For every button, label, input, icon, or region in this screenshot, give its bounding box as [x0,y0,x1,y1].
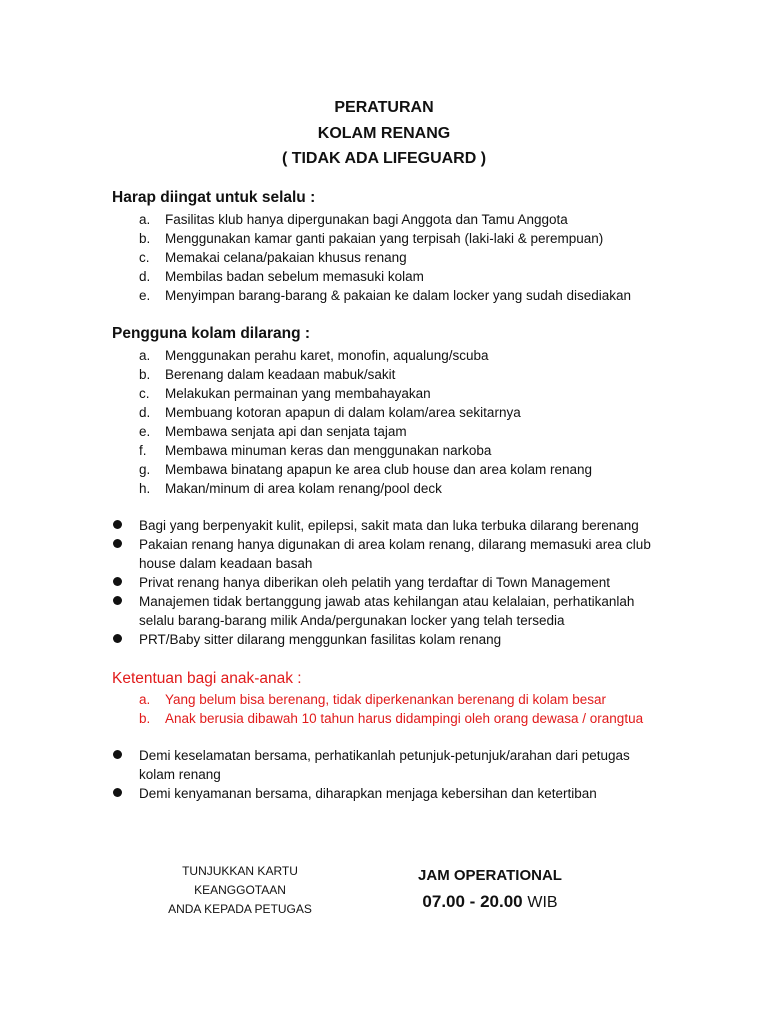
operating-hours-value [395,887,585,918]
list-marker: e. [139,288,151,303]
list-item-text: Yang belum bisa berenang, tidak diperkenankan berenang di kolam besar [165,692,607,707]
list-item [139,248,631,267]
card-notice-line-1: TUNJUKKAN KARTU [182,864,298,878]
timezone-label: WIB [527,894,558,911]
list-item [139,384,592,403]
note-text: Manajemen tidak bertanggung jawab atas kehilangan atau kelalaian, perhatikanlah selalu barang-barang milik Anda/pergunakan locker yang telah tersedia [139,594,635,628]
list-item-text: Membilas badan sebelum memasuki kolam [165,269,424,284]
note-item [112,573,659,592]
bullet-icon [113,539,122,548]
list-item-text: Menyimpan barang-barang & pakaian ke dalam locker yang sudah disediakan [165,288,632,303]
list-marker: e. [139,424,151,439]
note-item [112,535,659,573]
notes-list [112,516,659,649]
note-item [112,630,659,649]
list-item [139,365,592,384]
list-item [139,403,592,422]
list-marker: c. [139,250,150,265]
list-item [139,479,592,498]
list-item [139,422,592,441]
prohibited-list [139,346,592,498]
list-item-text: Membawa senjata api dan senjata tajam [165,424,407,439]
list-item-text: Berenang dalam keadaan mabuk/sakit [165,367,396,382]
list-marker: c. [139,386,150,401]
document-title [0,95,768,172]
card-notice-line-2: KEANGGOTAAN [194,883,286,897]
hours-range: 07.00 - 20.00 [422,892,523,911]
operating-hours [395,865,585,918]
note-text: Privat renang hanya diberikan oleh pelatih yang terdaftar di Town Management [139,575,611,590]
note-text: Demi keselamatan bersama, perhatikanlah petunjuk-petunjuk/arahan dari petugas kolam renang [139,748,630,782]
list-item-text: Makan/minum di area kolam renang/pool deck [165,481,442,496]
list-item-text: Memakai celana/pakaian khusus renang [165,250,407,265]
list-item-text: Fasilitas klub hanya dipergunakan bagi Anggota dan Tamu Anggota [165,212,568,227]
title-line-2: KOLAM RENANG [317,124,451,142]
list-item-text: Melakukan permainan yang membahayakan [165,386,431,401]
list-marker: b. [139,367,151,382]
list-item [139,267,631,286]
list-marker: d. [139,405,151,420]
reminder-heading: Harap diingat untuk selalu : [112,189,316,206]
note-text: Pakaian renang hanya digunakan di area kolam renang, dilarang memasuki area club house dalam keadaan basah [139,537,651,571]
list-item-text: Membawa binatang apapun ke area club house dan area kolam renang [165,462,593,477]
list-item-text: Membuang kotoran apapun di dalam kolam/area sekitarnya [165,405,521,420]
note-text: Demi kenyamanan bersama, diharapkan menjaga kebersihan dan ketertiban [139,786,597,801]
note-item [112,746,659,784]
closing-notes-list [112,746,659,803]
list-marker: b. [139,711,151,726]
list-item [139,229,631,248]
list-item [139,286,631,305]
list-marker: h. [139,481,151,496]
card-notice-line-3: ANDA KEPADA PETUGAS [168,902,312,916]
bullet-icon [113,634,122,643]
list-item-text: Menggunakan kamar ganti pakaian yang terpisah (laki-laki & perempuan) [165,231,604,246]
operating-hours-title: JAM OPERATIONAL [418,867,562,884]
bullet-icon [113,788,122,797]
list-item-text: Menggunakan perahu karet, monofin, aqualung/scuba [165,348,489,363]
list-item [139,346,592,365]
reminder-list [139,210,631,305]
children-heading: Ketentuan bagi anak-anak : [112,670,302,687]
title-line-1: PERATURAN [334,99,434,116]
list-item [139,460,592,479]
note-text: PRT/Baby sitter dilarang menggunkan fasilitas kolam renang [139,632,502,647]
note-item [112,592,659,630]
title-line-3: ( TIDAK ADA LIFEGUARD ) [281,150,487,167]
bullet-icon [113,596,122,605]
list-item-text: Anak berusia dibawah 10 tahun harus didampingi oleh orang dewasa / orangtua [165,711,644,726]
note-item [112,784,659,803]
list-marker: a. [139,348,151,363]
bullet-icon [113,520,122,529]
bullet-icon [113,750,122,759]
list-marker: d. [139,269,151,284]
list-marker: a. [139,212,151,227]
list-item [139,210,631,229]
note-item [112,516,659,535]
note-text: Bagi yang berpenyakit kulit, epilepsi, sakit mata dan luka terbuka dilarang berenang [139,518,639,533]
list-item [139,690,643,709]
list-marker: b. [139,231,151,246]
list-item-text: Membawa minuman keras dan menggunakan narkoba [165,443,492,458]
list-marker: f. [139,443,147,458]
prohibited-heading: Pengguna kolam dilarang : [112,325,311,342]
bullet-icon [113,577,122,586]
membership-card-notice [160,862,320,919]
children-list [139,690,643,728]
list-item [139,709,643,728]
list-item [139,441,592,460]
list-marker: a. [139,692,151,707]
list-marker: g. [139,462,151,477]
